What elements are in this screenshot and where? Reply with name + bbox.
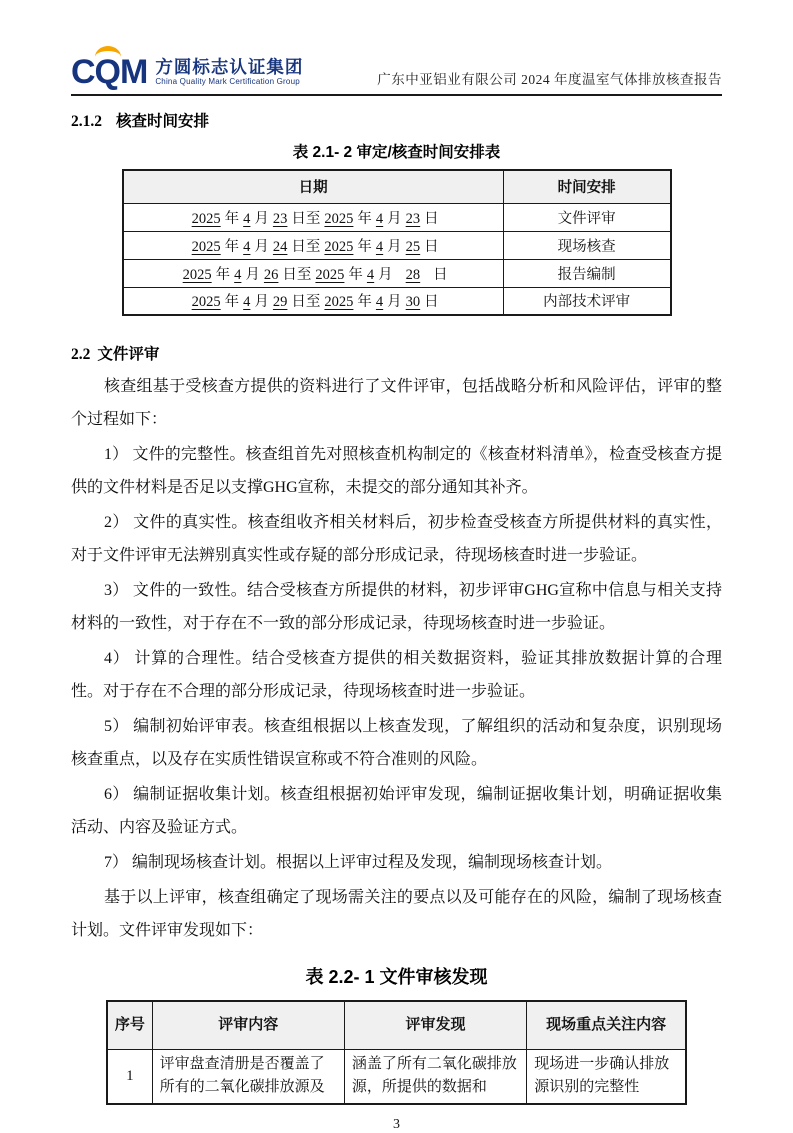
- col-header-no: 序号: [107, 1001, 152, 1049]
- table-row: [123, 203, 671, 231]
- date-word-month: 月: [378, 266, 393, 283]
- date-day2: 25: [405, 238, 421, 255]
- date-month2: 4: [375, 210, 384, 227]
- logo-monogram-text: CQM: [71, 53, 148, 91]
- date-word-year: 年: [348, 266, 363, 283]
- date-word-year: 年: [224, 210, 240, 227]
- logo-arc-icon: [95, 46, 121, 57]
- section-number: 2.1.2: [71, 113, 102, 130]
- date-day1: 29: [272, 294, 288, 311]
- date-day2: 30: [405, 294, 421, 311]
- logo-name-cn: 方圆标志认证集团: [155, 56, 304, 77]
- date-word-to: 日至: [291, 210, 321, 227]
- date-word-month: 月: [254, 210, 269, 227]
- table2-caption: 表 2.2- 1 文件审核发现: [305, 967, 488, 987]
- section-title: 核查时间安排: [116, 113, 210, 130]
- date-cell: [123, 259, 504, 287]
- paragraph-item-3: 3） 文件的一致性。结合受核查方所提供的材料，初步评审GHG宣称中信息与相关支持材料的一致性，对于存在不一致的部分形成记录，待现场核查时进一步验证。: [71, 582, 722, 632]
- schedule-table: [122, 169, 672, 316]
- date-word-year: 年: [357, 294, 372, 311]
- date-word-to: 日至: [291, 294, 321, 311]
- date-day1: 23: [272, 210, 288, 227]
- date-word-to: 日至: [282, 266, 312, 283]
- section-title: 文件评审: [97, 346, 160, 363]
- paragraph-item-6: 6） 编制证据收集计划。核查组根据初始评审发现，编制证据收集计划，明确证据收集活动、内容及验证方式。: [71, 786, 722, 836]
- table-row: [123, 287, 671, 315]
- date-word-to: 日至: [291, 238, 321, 255]
- table-header-row: [107, 1001, 686, 1049]
- date-month2: 4: [366, 266, 375, 283]
- onsite-focus-cell: 现场进一步确认排放源识别的完整性: [527, 1049, 686, 1104]
- arrangement-cell: 文件评审: [503, 203, 670, 231]
- date-year2: 2025: [315, 266, 345, 283]
- logo-names: [155, 49, 303, 86]
- document-title: 广东中亚铝业有限公司 2024 年度温室气体排放核查报告: [377, 72, 722, 87]
- date-year1: 2025: [182, 266, 212, 283]
- paragraph-item-2: 2） 文件的真实性。核查组收齐相关材料后，初步检查受核查方所提供材料的真实性，对于文件评审无法辨别真实性或存疑的部分形成记录，待现场核查时进一步验证。: [71, 514, 722, 564]
- date-day1: 24: [272, 238, 288, 255]
- arrangement-cell: 内部技术评审: [503, 287, 670, 315]
- date-day2: 28: [405, 266, 421, 283]
- date-word-year: 年: [357, 238, 372, 255]
- date-cell: [123, 231, 504, 259]
- date-word-month: 月: [245, 266, 260, 283]
- date-word-month: 月: [254, 238, 269, 255]
- arrangement-cell: 现场核查: [503, 231, 670, 259]
- findings-table: [106, 1000, 687, 1105]
- date-word-year: 年: [357, 210, 372, 227]
- date-cell: [123, 287, 504, 315]
- date-year1: 2025: [191, 210, 221, 227]
- date-year2: 2025: [324, 210, 354, 227]
- date-word-year: 年: [224, 238, 240, 255]
- date-word-month: 月: [387, 294, 402, 311]
- date-word-year: 年: [224, 294, 240, 311]
- paragraph-intro: 核查组基于受核查方提供的资料进行了文件评审，包括战略分析和风险评估，评审的整个过程如下：: [71, 378, 722, 428]
- date-word-day: 日: [424, 294, 439, 311]
- date-month1: 4: [234, 266, 242, 283]
- col-header-onsite-focus: 现场重点关注内容: [527, 1001, 686, 1049]
- review-finding-cell: 涵盖了所有二氧化碳排放源，所提供的数据和: [344, 1049, 526, 1104]
- col-header-date: 日期: [123, 170, 504, 203]
- page-header: [71, 46, 722, 96]
- date-cell: [123, 203, 504, 231]
- table-row: [107, 1049, 686, 1104]
- date-month2: 4: [375, 294, 384, 311]
- date-month1: 4: [243, 238, 251, 255]
- section-number: 2.2: [71, 346, 91, 363]
- review-content-cell: 评审盘查清册是否覆盖了所有的二氧化碳排放源及: [152, 1049, 344, 1104]
- date-year1: 2025: [191, 294, 221, 311]
- arrangement-cell: 报告编制: [503, 259, 670, 287]
- date-word-month: 月: [387, 210, 402, 227]
- date-day2: 23: [405, 210, 421, 227]
- date-year2: 2025: [324, 238, 354, 255]
- section-heading-2-2: [71, 342, 722, 364]
- paragraph-item-1: 1） 文件的完整性。核查组首先对照核查机构制定的《核查材料清单》，检查受核查方提供的文件材料是否足以支撑GHG宣称，未提交的部分通知其补齐。: [71, 446, 722, 496]
- table-header-row: [123, 170, 671, 203]
- date-month2: 4: [375, 238, 384, 255]
- date-word-day: 日: [433, 266, 448, 283]
- table-row: [123, 259, 671, 287]
- table1-caption: 表 2.1- 2 审定/核查时间安排表: [292, 144, 501, 161]
- col-header-review-content: 评审内容: [152, 1001, 344, 1049]
- cqm-logo: [71, 46, 303, 89]
- paragraph-item-5: 5） 编制初始评审表。核查组根据以上核查发现，了解组织的活动和复杂度，识别现场核查重点，以及存在实质性错误宣称或不符合准则的风险。: [71, 718, 722, 768]
- paragraph-closing: 基于以上评审，核查组确定了现场需关注的要点以及可能存在的风险，编制了现场核查计划。文件评审发现如下：: [71, 889, 722, 939]
- no-cell: 1: [107, 1049, 152, 1104]
- col-header-review-finding: 评审发现: [344, 1001, 526, 1049]
- logo-name-en: China Quality Mark Certification Group: [155, 77, 300, 87]
- date-day1: 26: [263, 266, 279, 283]
- date-word-month: 月: [387, 238, 402, 255]
- date-word-year: 年: [215, 266, 231, 283]
- date-word-month: 月: [254, 294, 269, 311]
- page-number: 3: [393, 1117, 400, 1132]
- paragraph-item-7: 7） 编制现场核查计划。根据以上评审过程及发现，编制现场核查计划。: [104, 854, 613, 871]
- date-year1: 2025: [191, 238, 221, 255]
- col-header-arrangement: 时间安排: [503, 170, 670, 203]
- date-word-day: 日: [424, 210, 439, 227]
- section-heading-2-1-2: [71, 109, 722, 131]
- date-month1: 4: [243, 294, 251, 311]
- date-word-day: 日: [424, 238, 439, 255]
- section-2-2-body: [71, 370, 722, 947]
- date-month1: 4: [243, 210, 251, 227]
- table-row: [123, 231, 671, 259]
- cqm-logo-monogram: [71, 46, 147, 89]
- date-year2: 2025: [324, 294, 354, 311]
- paragraph-item-4: 4） 计算的合理性。结合受核查方提供的相关数据资料，验证其排放数据计算的合理性。对于存在不合理的部分形成记录，待现场核查时进一步验证。: [71, 650, 722, 700]
